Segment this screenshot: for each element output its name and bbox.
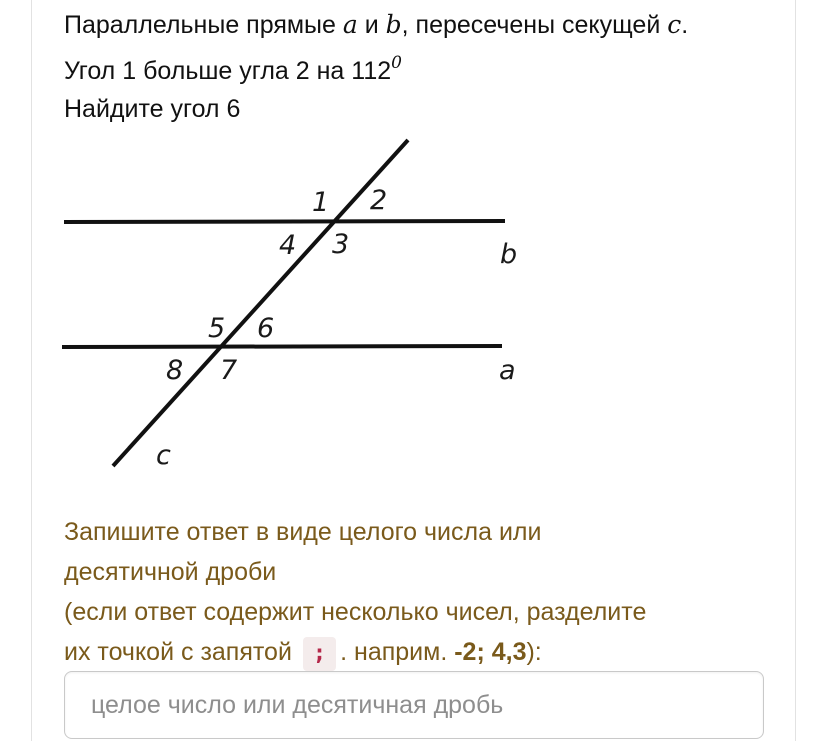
transversal-c — [113, 140, 408, 466]
answer-input[interactable] — [65, 672, 763, 738]
angle-label-1: 1 — [312, 187, 330, 218]
question-task: Найдите угол 6 — [64, 95, 241, 123]
angle-label-3: 3 — [332, 229, 350, 260]
angle-label-5: 5 — [208, 313, 226, 344]
instructions-example-prefix: . наприм. — [340, 638, 455, 666]
question-condition: Угол 1 больше угла 2 на 112 — [64, 57, 392, 85]
instructions-line-2: десятичной дроби — [64, 558, 277, 586]
angle-label-6: 6 — [257, 313, 275, 344]
variable-a: a — [342, 10, 358, 39]
separator-chip: ; — [303, 637, 336, 671]
line-a — [62, 346, 502, 347]
line-label-a: a — [499, 355, 516, 386]
instructions-line-3: (если ответ содержит несколько чисел, разделите — [64, 598, 647, 626]
variable-b: b — [385, 10, 402, 39]
variable-c: c — [667, 10, 682, 39]
question-line-1-end: . — [681, 11, 689, 39]
answer-instructions — [64, 512, 764, 672]
line-b — [64, 221, 505, 222]
angle-label-2: 2 — [370, 185, 388, 216]
angle-label-7: 7 — [220, 355, 238, 386]
answer-field-container — [64, 671, 764, 739]
angle-label-8: 8 — [166, 355, 184, 386]
question-line-1 — [64, 6, 784, 44]
instructions-line-4 — [64, 632, 764, 672]
question-line-3 — [64, 90, 784, 128]
question-line-1-middle: , пересечены секущей — [401, 11, 668, 39]
parallel-lines-diagram — [62, 134, 532, 474]
question-line-2 — [64, 44, 784, 90]
instructions-example: -2; 4,3 — [454, 638, 527, 666]
instructions-line-4-end: ): — [526, 638, 542, 666]
question-conjunction: и — [357, 11, 386, 39]
instructions-line-1: Запишите ответ в виде целого числа или — [64, 518, 542, 546]
question-line-1-start: Параллельные прямые — [64, 11, 343, 39]
question-text — [64, 6, 784, 128]
geometry-figure — [62, 134, 532, 474]
line-label-c: c — [156, 440, 171, 471]
instructions-line-4-start: их точкой с запятой — [64, 638, 292, 666]
line-label-b: b — [500, 239, 518, 270]
degree-superscript: 0 — [391, 53, 402, 73]
angle-label-4: 4 — [279, 230, 297, 261]
